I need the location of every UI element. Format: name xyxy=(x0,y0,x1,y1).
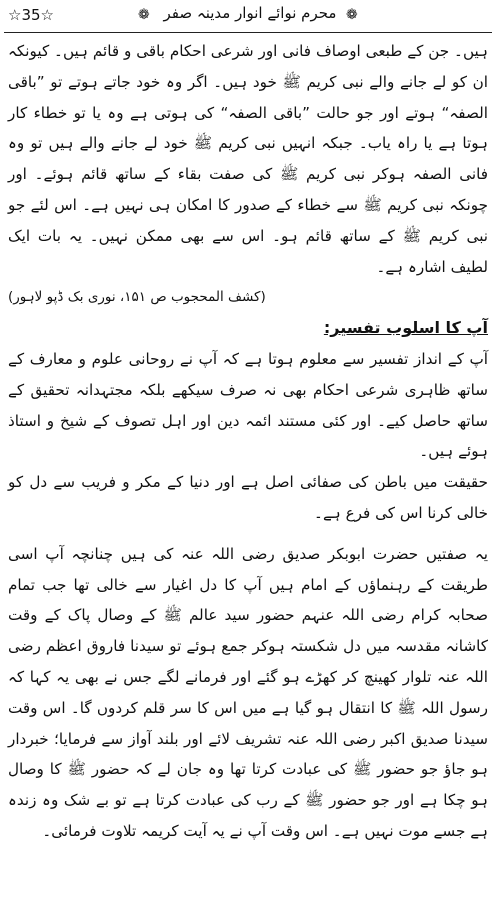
header-divider xyxy=(4,32,492,33)
running-title: محرم نوائے انوار مدینہ صفر xyxy=(163,4,337,22)
paragraph: یہ صفتیں حضرت ابوبکر صدیق رضی اللہ عنہ کی ہیں چنانچہ آپ اسی طریقت کے رہنماؤں کے امام ہیں آپ کا دل اغیار سے خالی تھا جب تمام صحابہ کرام رضی اللہ عنہم حضور سید عالم ﷺ کے وصال پاک کے وقت کاشانہ مقدسہ میں دل شکستہ ہوکر جمع ہوئے تو سیدنا فاروق اعظم رضی اللہ عنہ تلوار کھینچ کر کھڑے ہو گئے اور فرمانے لگے جس نے بھی یہ کہا کہ رسول اللہ ﷺ کا انتقال ہو گیا ہے میں اس کا سر قلم کردوں گا۔ اس وقت سیدنا صدیق اکبر رضی اللہ عنہ تشریف لائے اور بلند آواز سے فرمایا؛ خبردار ہو جاؤ جو حضور ﷺ کی عبادت کرتا تھا وہ جان لے کہ حضور ﷺ کا وصال ہو چکا ہے اور جو حضور ﷺ کے رب کی عبادت کرتا ہے تو بے شک وہ زندہ ہے جسے موت نہیں ہے۔ اس وقت آپ نے یہ آیت کریمہ تلاوت فرمائی۔ xyxy=(8,544,488,840)
section-heading: آپ کا اسلوب تفسیر: xyxy=(323,318,488,338)
paragraph: ہیں۔ جن کے طبعی اوصاف فانی اور شرعی احکام باقی و قائم ہیں۔ کیونکہ ان کو لے جانے والے نبی کریم ﷺ خود ہیں۔ اگر وہ خود جاتے ہوتے تو ”باقی الصفہ“ ہوتے اور جو حالت ”باقی الصفہ“ کی ہوتی ہے وہ یا تو خطاء کار ہوتا ہے یا راہ یاب۔ جبکہ انہیں نبی کریم ﷺ خود لے جانے والے ہیں تو وہ فانی الصفہ ہوکر نبی کریم ﷺ کی صفت بقاء کے ساتھ قائم ہوئے۔ اور چونکہ نبی کریم ﷺ سے خطاء کے صدور کا امکان ہی نہیں ہے۔ اس لئے جو نبی کریم ﷺ کے ساتھ قائم ہو۔ اس سے بھی ممکن نہیں۔ یہ بات ایک لطیف اشارہ ہے۔ xyxy=(8,42,488,276)
paragraph: آپ کے انداز تفسیر سے معلوم ہوتا ہے کہ آپ نے روحانی علوم و معارف کے ساتھ ظاہری شرعی احکام بھی نہ صرف سیکھے بلکہ مجتہدانہ تحقیق کے ساتھ حاصل کیے۔ اور کئی مستند ائمہ دین اور اہل تصوف کے شیخ و استاذ ہوئے ہیں۔ xyxy=(8,349,488,461)
page-number: ☆35☆ xyxy=(8,6,54,24)
paragraph: حقیقت میں باطن کی صفائی اصل ہے اور دنیا کے مکر و فریب سے دل کو خالی کرنا اس کی فرع ہے۔ xyxy=(8,473,488,522)
flower-ornament-icon: ❁ xyxy=(138,7,150,23)
page-header xyxy=(0,0,496,32)
citation: (کشف المحجوب ص ۱۵۱، نوری بک ڈپو لاہور) xyxy=(8,289,266,306)
spacer xyxy=(8,529,488,539)
flower-ornament-icon: ❁ xyxy=(346,7,358,23)
page-body xyxy=(8,36,488,847)
